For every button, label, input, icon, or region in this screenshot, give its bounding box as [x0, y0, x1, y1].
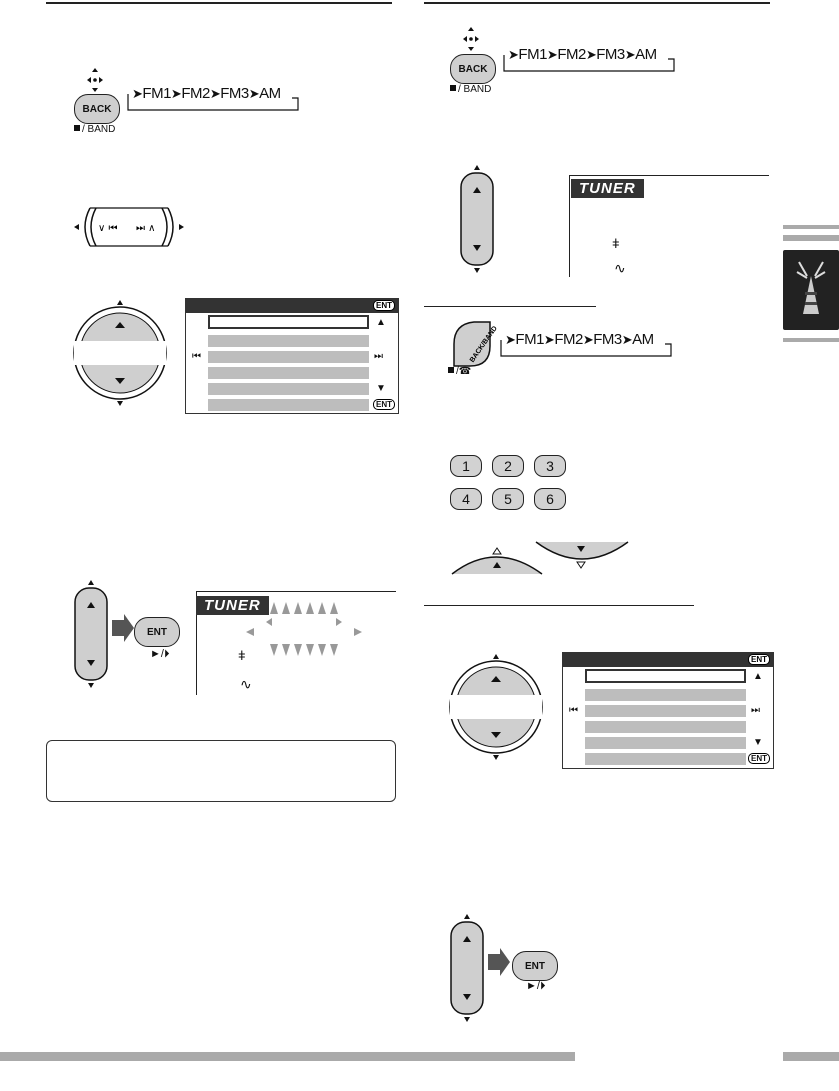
section-rule-menu — [424, 605, 694, 606]
updown-knob-icon[interactable] — [70, 298, 170, 408]
menu-row[interactable] — [585, 669, 746, 683]
signal-icon: ∿ — [614, 260, 626, 276]
scroll-down-icon[interactable]: ▼ — [376, 383, 386, 394]
side-tab-stripe — [783, 235, 839, 241]
prev-page-icon[interactable]: ⏮ — [569, 705, 578, 716]
footer-bar-left — [0, 1052, 575, 1061]
menu-row[interactable] — [208, 383, 369, 395]
updown-knob-icon[interactable] — [446, 652, 546, 762]
menu-row[interactable] — [208, 399, 369, 411]
top-rule-left — [46, 2, 392, 4]
menu-row[interactable] — [585, 737, 746, 749]
menu-row[interactable] — [585, 705, 746, 717]
ent-button[interactable]: ENT — [512, 951, 558, 981]
band-sequence: ➤FM1➤FM2➤FM3➤AM — [505, 331, 654, 348]
dpad-icon — [85, 68, 105, 92]
play-pause-label: ►/⏵ — [526, 980, 546, 992]
seek-wheel-icon[interactable] — [70, 206, 188, 248]
preset-key-3[interactable]: 3 — [534, 455, 566, 477]
menu-row[interactable] — [208, 351, 369, 363]
dpad-icon — [461, 27, 481, 51]
svg-text:BACK/BAND: BACK/BAND — [468, 325, 499, 364]
preset-key-1[interactable]: 1 — [450, 455, 482, 477]
arrow-right-icon — [488, 948, 510, 976]
antenna-icon: ǂ — [612, 236, 620, 251]
antenna-tab-icon — [795, 258, 827, 322]
sequence-loop-line — [497, 336, 677, 360]
section-rule-remote — [424, 306, 596, 307]
scroll-up-icon[interactable]: ▲ — [753, 671, 763, 682]
back-band-remote-button[interactable] — [448, 318, 499, 370]
signal-icon: ∿ — [240, 676, 252, 692]
side-tab-stripe — [783, 338, 839, 342]
menu-row[interactable] — [585, 753, 746, 765]
preset-key-6[interactable]: 6 — [534, 488, 566, 510]
preset-key-4[interactable]: 4 — [450, 488, 482, 510]
menu-row[interactable] — [208, 335, 369, 347]
next-page-icon[interactable]: ⏭ — [374, 351, 383, 362]
band-label-remote: /☎ — [448, 366, 471, 377]
svg-text:∨ ⏮: ∨ ⏮ — [98, 223, 118, 234]
vertical-knob-icon[interactable] — [448, 912, 486, 1024]
next-page-icon[interactable]: ⏭ — [751, 705, 760, 716]
back-button[interactable]: BACK — [450, 54, 496, 84]
arrow-right-icon — [112, 614, 134, 642]
menu-ent-footer: ENT — [373, 399, 395, 410]
tuner-display-side — [569, 175, 570, 277]
tuner-label: TUNER — [571, 179, 644, 198]
remote-updown-icon[interactable] — [450, 540, 630, 576]
note-box — [46, 740, 396, 802]
sequence-loop-line — [500, 51, 680, 75]
menu-row[interactable] — [585, 721, 746, 733]
vertical-knob-icon[interactable] — [72, 578, 110, 690]
antenna-icon: ǂ — [238, 648, 246, 663]
channel-menu-right — [562, 652, 774, 769]
preset-key-5[interactable]: 5 — [492, 488, 524, 510]
menu-row[interactable] — [208, 315, 369, 329]
top-rule-right — [424, 2, 770, 4]
prev-page-icon[interactable]: ⏮ — [192, 351, 201, 362]
ent-button[interactable]: ENT — [134, 617, 180, 647]
footer-bar-right — [783, 1052, 839, 1061]
scroll-down-icon[interactable]: ▼ — [753, 737, 763, 748]
band-sequence: ➤FM1➤FM2➤FM3➤AM — [132, 85, 281, 102]
scroll-up-icon[interactable]: ▲ — [376, 317, 386, 328]
flashing-indicator-icon — [246, 600, 362, 658]
menu-row[interactable] — [585, 689, 746, 701]
menu-ent-badge: ENT — [748, 654, 770, 665]
sequence-loop-line — [124, 90, 304, 114]
menu-ent-badge: ENT — [373, 300, 395, 311]
tuner-display-top — [569, 175, 769, 176]
vertical-knob-icon[interactable] — [458, 163, 496, 275]
tuner-label: TUNER — [196, 596, 269, 615]
menu-ent-footer: ENT — [748, 753, 770, 764]
band-sequence: ➤FM1➤FM2➤FM3➤AM — [508, 46, 657, 63]
svg-text:⏭ ∧: ⏭ ∧ — [136, 223, 156, 234]
band-label: / BAND — [74, 124, 115, 135]
channel-menu-left — [185, 298, 399, 414]
back-button[interactable]: BACK — [74, 94, 120, 124]
menu-row[interactable] — [208, 367, 369, 379]
tuner-display-top — [196, 591, 396, 592]
side-tab-stripe — [783, 225, 839, 229]
preset-key-2[interactable]: 2 — [492, 455, 524, 477]
band-label: / BAND — [450, 84, 491, 95]
play-pause-label: ►/⏵ — [150, 648, 170, 660]
